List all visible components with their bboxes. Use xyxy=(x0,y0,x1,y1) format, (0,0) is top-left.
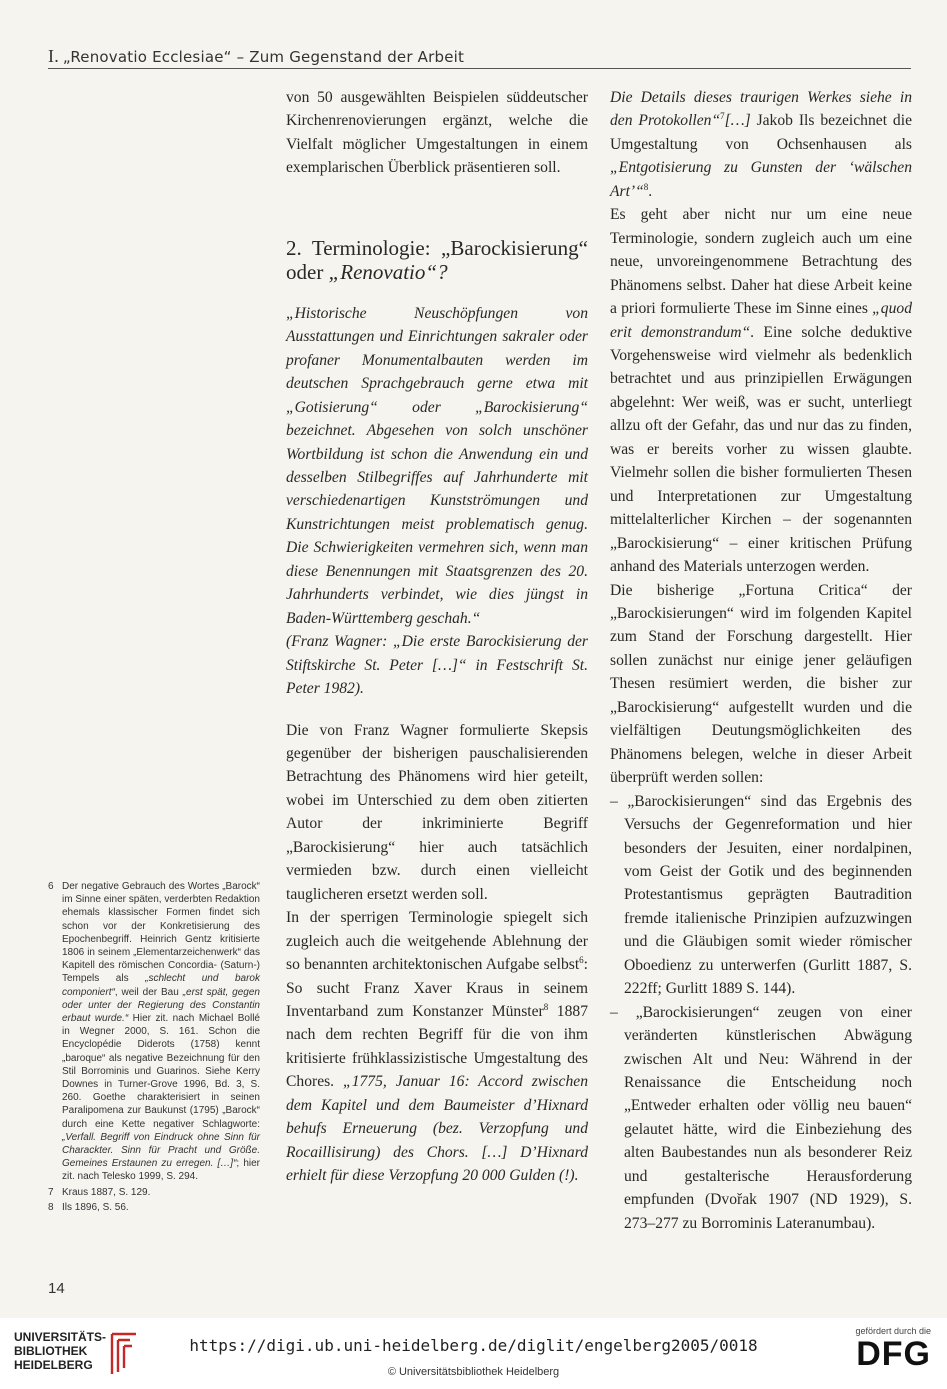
paragraph: In der sperrigen Terminologie spiegelt sich zugleich auch die weitgehende Ablehnung der so benannten architektonischen Aufgabe selbst$^6$: So sucht Franz Xaver Kraus in seinem Inventarband zum Konstanzer Münster$^8$ 1887 nach dem rechten Begriff für die von ihm kritisierte frühklassizistische Umgestaltung des Chores. „1775, Januar 16: Accord zwischen dem Kapitel und dem Baumeister d’Hixnard behufs Erneuerung (bez. Verzopfung und Rocaillisirung) des Chors. […] D’Hixnard erhielt für diese Verzopfung 20 000 Gulden (!). xyxy=(286,909,588,1185)
section-heading: 2. Terminologie: „Barockisierung“ oder „Renovatio“? xyxy=(286,235,588,284)
copyright-text: © Universitätsbibliothek Heidelberg xyxy=(387,1366,560,1378)
bullet-item: – „Barockisierungen“ sind das Ergebnis des Versuchs der Gegenreformation und hier besonders der Jesuiten, einer nordalpinen, vom Geist der Gotik und des beginnenden Protestantismus geprägten Bautradition fremde italienische Prinzipien aufzuzwingen und die Gläubigen somit wieder römischer Oboedienz zu unterwerfen (Gurlitt 1887, S. 222ff; Gurlitt 1889 S. 144). xyxy=(610,792,912,998)
middle-column xyxy=(286,86,588,1188)
paragraph: Die von Franz Wagner formulierte Skepsis gegenüber der bisherigen pauschalisierenden Betrachtung des Phänomens wird hier geteilt, wobei im Unterschied zu dem oben zitierten Autor der inkriminierte Begriff „Barockisierung“ hier auch tatsächlich vermieden bzw. durch einen vielleicht tauglicheren ersetzt werden soll. xyxy=(286,721,588,903)
epigraph-citation: (Franz Wagner: „Die erste Barockisierung der Stiftskirche St. Peter […]“ in Festschrift St. Peter 1982). xyxy=(286,633,588,698)
footnote-ref: 8 xyxy=(543,1001,549,1012)
paragraph: Es geht aber nicht nur um eine neue Terminologie, sondern zugleich auch um eine neue, unvoreingenommene Betrachtung des Phänomens selbst. Daher hat diese Arbeit keine a priori formulierte These im Sinne eines „quod erit demonstrandum“. Eine solche deduktive Vorgehensweise wird vielmehr als bedenklich betrachtet und aus prinzipiellen Erwägungen abgelehnt: Wer weiß, was er sucht, unterliegt allzu oft der Gefahr, das und nur das zu finden, was er bereits vorher zu wissen glaubte. Vielmehr sollen die bisher formulierten Thesen und Interpretationen zur Umgestaltung mittelalterlicher Kirchen – der sogenannten „Barockisierung“ – einer kritischen Prüfung anhand des Materials unterzogen werden. xyxy=(610,206,913,576)
permalink-url[interactable]: https://digi.ub.uni-heidelberg.de/diglit/engelberg2005/0018 xyxy=(189,1336,758,1355)
footnotes xyxy=(48,880,260,1216)
right-column xyxy=(610,86,912,1235)
footer-bar xyxy=(0,1318,947,1389)
footnote-ref: 8 xyxy=(643,181,649,192)
running-title: „Renovatio Ecclesiae“ – Zum Gegenstand der Arbeit xyxy=(62,48,465,66)
paragraph: Die bisherige „Fortuna Critica“ der „Barockisierungen“ wird im folgenden Kapitel zum Stand der Forschung dargestellt. Hier sollen zunächst nur einige jener geläufigen Thesen resümiert werden, die bisher zur „Barockisierung“ aufgestellt wurden und die vielfältigen Deutungsmöglichkeiten des Phänomens belegen, welche in dieser Arbeit überprüft werden sollen: xyxy=(610,581,912,787)
paragraph: Die Details dieses traurigen Werkes siehe in den Protokollen“$^7$[…] Jakob Ils bezeichnet die Umgestaltung von Ochsenhausen als „Entgotisierung zu Gunsten der ‘wälschen Art’“$^8$. xyxy=(610,89,912,200)
bullet-item: – „Barockisierungen“ zeugen von einer veränderten künstlerischen Abwägung zwischen Alt und Neu: Während in der Renaissance die Entscheidung noch „Entweder erhalten oder völlig neu bauen“ gelautet hätte, wird die Einbeziehung des alten Baubestandes nun als besonderer Reiz und gestalterische Herausforderung empfunden (Dvořak 1907 (ND 1929), S. 273–277 zu Borrominis Lateranumbau). xyxy=(610,1003,912,1232)
ub-heidelberg-logo[interactable]: UNIVERSITÄTS- BIBLIOTHEK HEIDELBERG xyxy=(14,1330,106,1372)
footnote-ref: 6 xyxy=(579,954,584,965)
epigraph-quote: „Historische Neuschöpfungen von Ausstattungen und Einrichtungen sakraler oder profaner Monumentalbauten werden im deutschen Sprachgebrauch gerne etwa mit „Gotisierung“ oder „Barockisierung“ bezeichnet. Abgesehen von solch unschöner Wortbildung ist schon die Anwendung ein und desselben Stilbegriffes auf Jahrhunderte mit verschiedenartigen Kunstströmungen und Kunstrichtungen meist problematisch genug. Die Schwierigkeiten vermehren sich, wenn man diese Benennungen mit Staatsgrenzen des 20. Jahrhunderts verbindet, wie dies jüngst in Baden-Württemberg geschah.“ xyxy=(286,304,588,627)
running-header xyxy=(48,46,911,69)
footnote-ref: 7 xyxy=(720,111,725,122)
dfg-logo[interactable]: gefördert durch die DFG xyxy=(855,1326,931,1373)
page-number: 14 xyxy=(48,1280,65,1297)
chapter-number: I. xyxy=(48,46,59,66)
footnote-8: 8 Ils 1896, S. 56. xyxy=(48,1201,129,1213)
footnote-6: 6 Der negative Gebrauch des Wortes „Barock“ im Sinne einer späten, verderbten Redaktion ehemals klassischer Formen findet sich schon vor der Konkretisierung des Epochenbegriff. Heinrich Gentz kritisierte 1806 in seinem „Elementarzeichenwerk“ das Kapitell des römischen Concordia- (Saturn-) Tempels als „schlecht und barok componiert“, weil der Bau „erst spät, gegen oder unter der Regierung des Constantin erbaut wurde.“ Hier zit. nach Michael Bollé in Wegner 2000, S. 161. Schon die Encyclopédie Diderots (1758) kennt „baroque“ als negative Bezeichnung für den Stil Borrominis und Guarinos. Siehe Kerry Downes in Turner-Grove 1996, Bd. 3, S. 260. Goethe charakterisiert in seinen Paralipomena zur Baukunst (1795) „Barock“ durch eine Kette negativer Schlagworte: „Verfall. Begriff von Eindruck ohne Sinn für Charackter. Sinn für Pracht und Größe. Gemeines Erstaunen zu erregen. […]“; hier zit. nach Telesko 1999, S. 294. xyxy=(48,881,260,1183)
paragraph: von 50 ausgewählten Beispielen süddeutscher Kirchenrenovierungen ergänzt, welche die Vielfalt möglicher Umgestaltungen in einem exemplarischen Überblick präsentieren soll. xyxy=(286,89,588,177)
footnote-7: 7 Kraus 1887, S. 129. xyxy=(48,1186,151,1198)
